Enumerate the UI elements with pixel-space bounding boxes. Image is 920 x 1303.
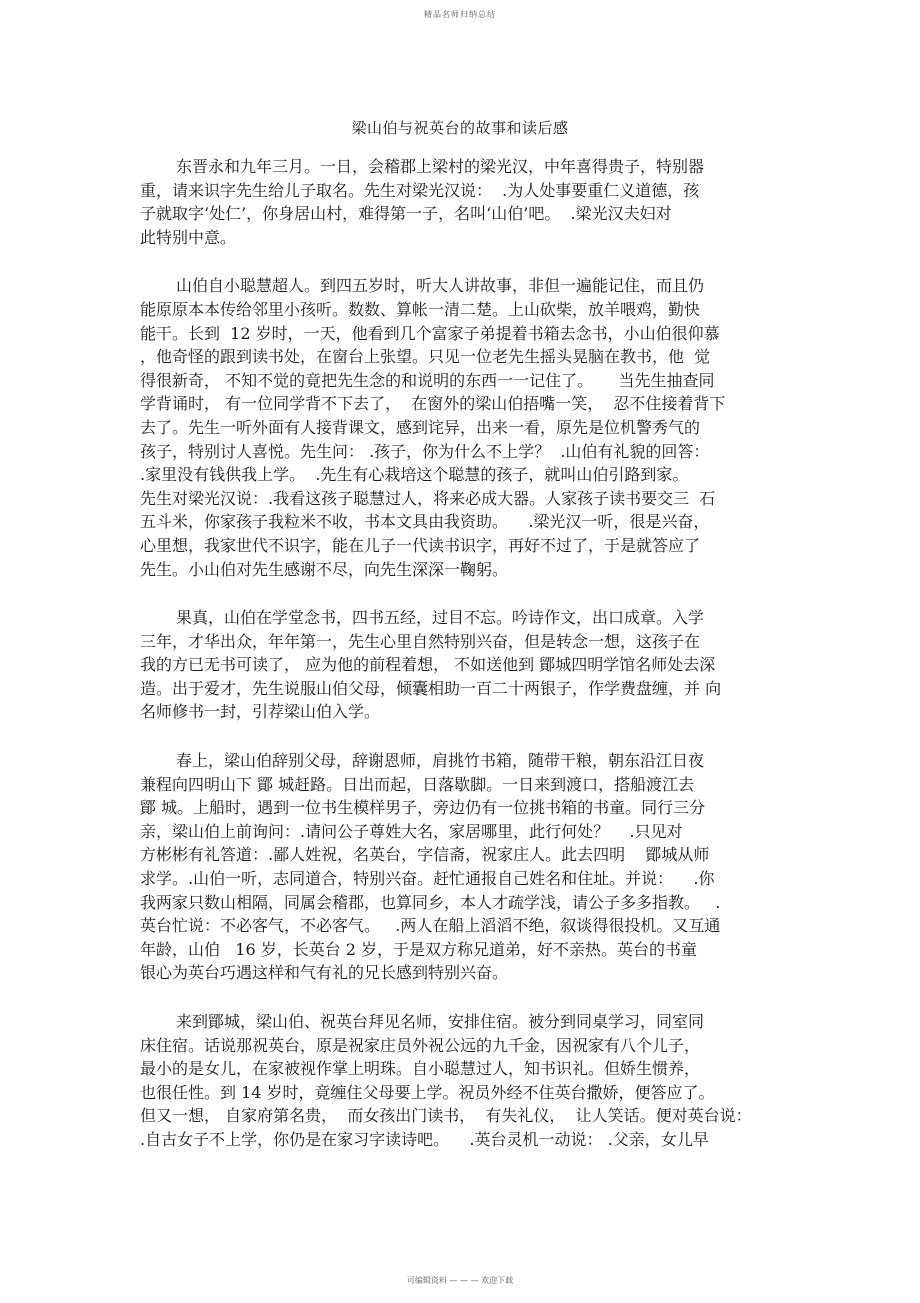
text-line: 学背诵时， 有一位同学背不下去了， 在窗外的梁山伯捂嘴一笑， 忍不住接着背下: [140, 394, 726, 414]
document-body: [140, 155, 800, 1152]
paragraph-gap: [140, 249, 800, 274]
text-line: 银心为英台巧遇这样和气有礼的兄长感到特别兴奋。: [140, 963, 509, 983]
text-line: 但又一想， 自家府第名贵， 而女孩出门读书， 有失礼仪， 让人笑话。便对英台说：: [140, 1106, 752, 1126]
text-line: 来到鄮城，梁山伯、祝英台拜见名师，安排住宿。被分到同桌学习，同室同: [176, 1012, 705, 1031]
paragraph-1: [140, 155, 800, 249]
text-line: 亲，梁山伯上前询问：.请问公子尊姓大名，家居哪里，此行何处？ .只见对: [140, 821, 683, 841]
page-header: 精品名师归纳总结: [424, 10, 496, 19]
text-line: 春上，梁山伯辞别父母，辞谢恩师，肩挑竹书箱，随带干粮，朝东沿江日夜: [176, 751, 705, 771]
text-line: 床住宿。话说那祝英台，原是祝家庄员外祝公远的九千金，因祝家有八个儿子，: [140, 1035, 701, 1055]
text-line: 我的方已无书可读了， 应为他的前程着想， 不如送他到 鄮城四明学馆名师处去深: [140, 655, 716, 675]
text-line: 先生。小山伯对先生感谢不尽，向先生深深一鞠躬。: [140, 559, 509, 579]
text-line: 我两家只数山相隔，同属会稽郡，也算同乡，本人才疏学浅，请公子多多指教。 .: [140, 892, 721, 912]
text-line: 东晋永和九年三月。一日，会稽郡上梁村的梁光汉，中年喜得贵子，特别器: [176, 157, 705, 176]
text-line: 年龄，山伯 16 岁，长英台 2 岁，于是双方称兄道弟，好不亲热。英台的书童: [140, 939, 698, 959]
paragraph-gap: [140, 581, 800, 606]
text-line: 兼程向四明山下 鄮 城赶路。日出而起，日落歇脚。一日来到渡口，搭船渡江去: [140, 774, 695, 794]
page-footer: 可编辑资料 — — — 欢迎下载: [406, 1276, 514, 1285]
text-line: 造。出于爱才，先生说服山伯父母，倾囊相助一百二十两银子，作学费盘缠，并 向: [140, 678, 722, 698]
paragraph-5: [140, 1010, 800, 1152]
text-line: .自古女子不上学，你仍是在家习字读诗吧。 .英台灵机一动说： .父亲，女儿早: [140, 1129, 709, 1149]
text-line: 山伯自小聪慧超人。到四五岁时，听大人讲故事，非但一遍能记住，而且仍: [176, 276, 705, 296]
text-line: 先生对梁光汉说：.我看这孩子聪慧过人，将来必成大器。人家孩子读书要交三 石: [140, 488, 716, 508]
text-line: 能原原本本传给邻里小孩听。数数、算帐一清二楚。上山砍柴，放羊喂鸡，勤快: [140, 299, 701, 319]
paragraph-4: [140, 749, 800, 985]
text-line: 心里想，我家世代不识字，能在儿子一代读书识字，再好不过了，于是就答应了: [140, 535, 701, 555]
text-line: 能干。长到 12 岁时，一天，他看到几个富家子弟提着书箱去念书，小山伯很仰慕: [140, 323, 720, 343]
paragraph-2: [140, 274, 800, 581]
text-line: 也很任性。到 14 岁时，竟缠住父母要上学。祝员外经不住英台撒娇，便答应了。: [140, 1082, 715, 1102]
text-line: .家里没有钱供我上学。 .先生有心栽培这个聪慧的孩子，就叫山伯引路到家。: [140, 465, 689, 485]
text-line: 得很新奇， 不知不觉的竟把先生念的和说明的东西一一记住了。 当先生抽查同: [140, 370, 715, 390]
text-line: 重，请来识字先生给儿子取名。先生对梁光汉说： .为人处事要重仁义道德，孩: [140, 180, 700, 200]
paragraph-gap: [140, 985, 800, 1010]
document-title: 梁山伯与祝英台的故事和读后感: [351, 119, 569, 137]
text-line: 三年，才华出众，年年第一，先生心里自然特别兴奋，但是转念一想，这孩子在: [140, 631, 701, 651]
paragraph-gap: [140, 724, 800, 749]
text-line: 子就取字‘处仁’，你身居山村，难得第一子，名叫‘山伯’吧。 .梁光汉夫妇对: [140, 204, 672, 224]
text-line: 果真，山伯在学堂念书，四书五经，过目不忘。吟诗作文，出口成章。入学: [176, 608, 705, 628]
paragraph-3: [140, 606, 800, 724]
text-line: 最小的是女儿，在家被视作掌上明珠。自小聪慧过人，知书识礼。但娇生惯养，: [140, 1059, 701, 1079]
text-line: 去了。先生一听外面有人接背课文，感到诧异，出来一看，原先是位机警秀气的: [140, 417, 701, 437]
text-line: 孩子，特别讨人喜悦。先生问： .孩子，你为什么不上学？ .山伯有礼貌的回答：: [140, 441, 710, 461]
text-line: 鄮 城。上船时，遇到一位书生模样男子，旁边仍有一位挑书箱的书童。同行三分: [140, 798, 706, 818]
text-line: 五斗米，你家孩子我粒米不收，书本文具由我资助。 .梁光汉一听，很是兴奋，: [140, 512, 710, 532]
text-line: ，他奇怪的跟到读书处，在窗台上张望。只见一位老先生摇头晃脑在教书，他 觉: [140, 347, 711, 367]
text-line: 此特别中意。: [140, 227, 237, 247]
text-line: 方彬彬有礼答道：.鄙人姓祝，名英台，字信斋，祝家庄人。此去四明 鄮城从师: [140, 845, 710, 865]
text-line: 名师修书一封，引荐梁山伯入学。: [140, 702, 381, 722]
text-line: 求学。.山伯一听，志同道合，特别兴奋。赶忙通报自己姓名和住址。并说： .你: [140, 869, 715, 889]
text-line: 英台忙说：不必客气，不必客气。 .两人在船上滔滔不绝，叙谈得很投机。又互通: [140, 916, 721, 936]
